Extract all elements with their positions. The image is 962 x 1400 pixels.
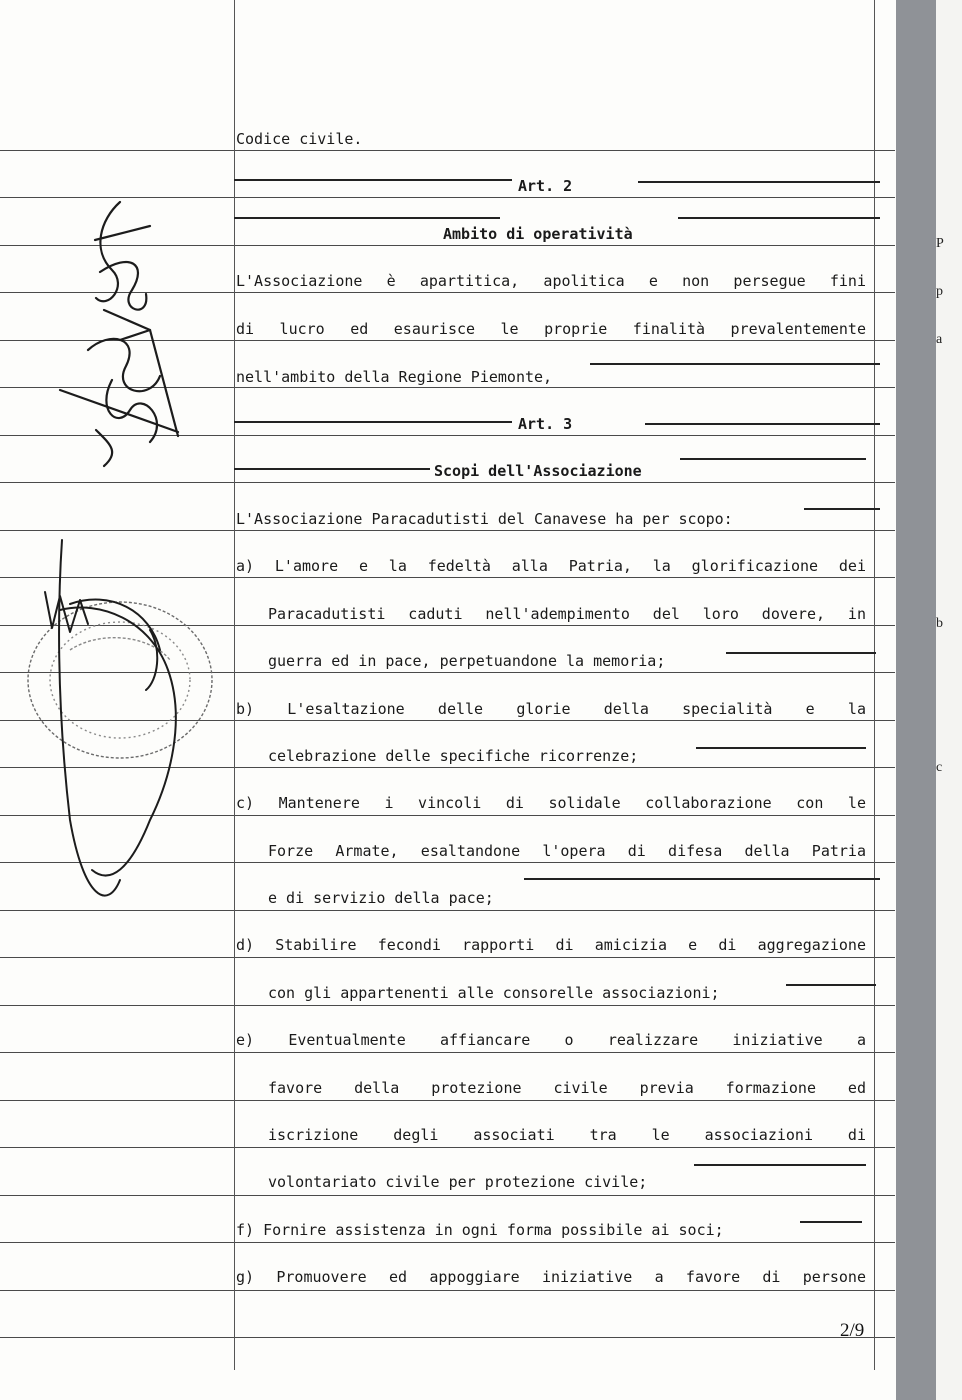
fill-line bbox=[678, 217, 880, 219]
fill-line bbox=[234, 179, 512, 181]
text-line: L'Associazione Paracadutisti del Canavese ha per scopo: bbox=[236, 510, 733, 528]
fill-line bbox=[800, 1221, 862, 1223]
fill-line bbox=[786, 984, 876, 986]
text-line: nell'ambito della Regione Piemonte, bbox=[236, 368, 553, 386]
fill-line bbox=[696, 747, 866, 749]
list-item-continuation: e di servizio della pace; bbox=[268, 889, 494, 907]
fill-line bbox=[524, 878, 880, 880]
list-item-continuation: con gli appartenenti alle consorelle associazioni; bbox=[268, 984, 720, 1002]
list-item: a) L'amore e la fedeltà alla Patria, la glorificazione dei bbox=[236, 557, 866, 575]
right-margin-line bbox=[874, 0, 875, 1370]
text-line: L'Associazione è apartitica, apolitica e non persegue fini bbox=[236, 272, 866, 290]
edge-fragment: a bbox=[936, 332, 943, 347]
text-line: Codice civile. bbox=[236, 130, 363, 148]
official-stamp bbox=[28, 602, 212, 758]
fill-line bbox=[645, 423, 880, 425]
list-item: f) Fornire assistenza in ogni forma possibile ai soci; bbox=[236, 1221, 724, 1239]
fill-line bbox=[726, 652, 876, 654]
fill-line bbox=[638, 181, 880, 183]
edge-fragment: P bbox=[936, 236, 944, 251]
fill-line bbox=[234, 217, 500, 219]
edge-fragment: p bbox=[936, 284, 943, 299]
article-heading: Art. 2 bbox=[518, 177, 573, 195]
list-item: d) Stabilire fecondi rapporti di amicizia e di aggregazione bbox=[236, 936, 866, 954]
left-margin-line bbox=[234, 0, 235, 1370]
list-item: b) L'esaltazione delle glorie della specialità e la bbox=[236, 700, 866, 718]
edge-fragment: b bbox=[936, 616, 943, 631]
text-line: di lucro ed esaurisce le proprie finalità prevalentemente bbox=[236, 320, 866, 338]
margin-annotations bbox=[0, 180, 230, 920]
fill-line bbox=[234, 468, 430, 470]
list-item-continuation: guerra ed in pace, perpetuandone la memoria; bbox=[268, 652, 666, 670]
signature-and-stamp bbox=[0, 180, 230, 920]
section-title: Ambito di operatività bbox=[443, 225, 633, 243]
handwritten-signature bbox=[60, 202, 178, 466]
list-item-continuation: iscrizione degli associati tra le associazioni di bbox=[268, 1126, 866, 1144]
edge-fragment: c bbox=[936, 760, 943, 775]
article-heading: Art. 3 bbox=[518, 415, 573, 433]
list-item: g) Promuovere ed appoggiare iniziative a favore di persone bbox=[236, 1268, 866, 1286]
list-item: c) Mantenere i vincoli di solidale collaborazione con le bbox=[236, 794, 866, 812]
list-item-continuation: Paracadutisti caduti nell'adempimento del loro dovere, in bbox=[268, 605, 866, 623]
fill-line bbox=[694, 1164, 866, 1166]
fill-line bbox=[680, 458, 866, 460]
fill-line bbox=[804, 508, 880, 510]
list-item-continuation: volontariato civile per protezione civile; bbox=[268, 1173, 648, 1191]
list-item-continuation: celebrazione delle specifiche ricorrenze; bbox=[268, 747, 639, 765]
list-item-continuation: favore della protezione civile previa formazione ed bbox=[268, 1079, 866, 1097]
fill-line bbox=[590, 363, 880, 365]
list-item-continuation: Forze Armate, esaltandone l'opera di difesa della Patria bbox=[268, 842, 866, 860]
list-item: e) Eventualmente affiancare o realizzare iniziative a bbox=[236, 1031, 866, 1049]
section-title: Scopi dell'Associazione bbox=[434, 462, 642, 480]
adjacent-page-edge bbox=[936, 0, 962, 1400]
page-number: 2/9 bbox=[840, 1320, 865, 1341]
fill-line bbox=[234, 421, 512, 423]
second-signature bbox=[45, 540, 176, 896]
